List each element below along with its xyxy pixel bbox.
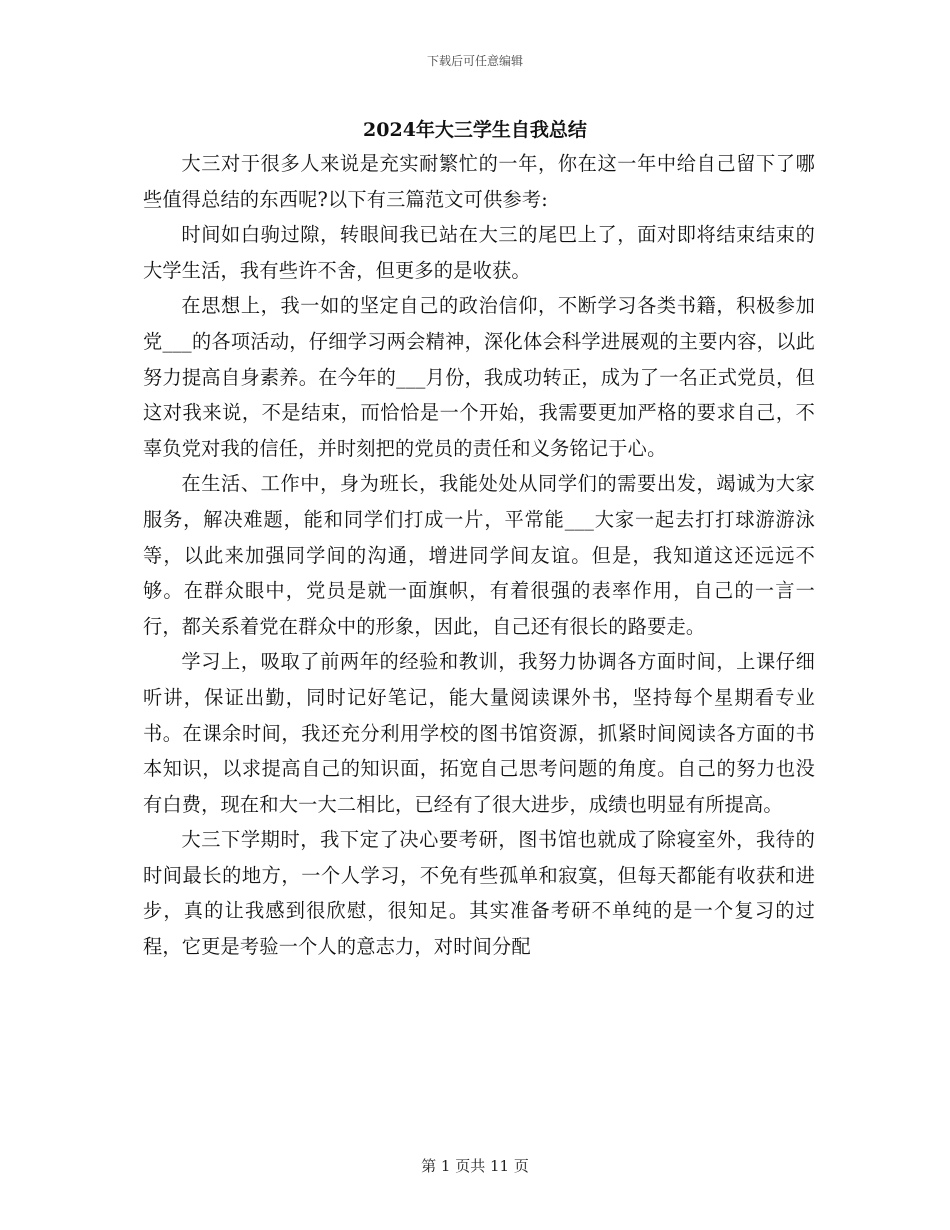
page-header-note: 下载后可任意编辑 [426,54,523,68]
paragraph-life-work: 在生活、工作中，身为班长，我能处处从同学们的需要出发，竭诚为大家服务，解决难题，能和同学们打成一片，平常能___大家一起去打打球游游泳等，以此来加强同学间的沟通，增进同学间友谊。但是，我知道这还远远不够。在群众眼中，党员是就一面旗帜，有着很强的表率作用，自己的一言一行，都关系着党在群众中的形象，因此，自己还有很长的路要走。 [143,472,815,638]
paragraph-thought: 在思想上，我一如的坚定自己的政治信仰，不断学习各类书籍，积极参加党___的各项活动，仔细学习两会精神，深化体会科学进展观的主要内容，以此努力提高自身素养。在今年的___月份，我成功转正，成为了一名正式党员，但这对我来说，不是结束，而恰恰是一个开始，我需要更加严格的要求自己，不辜负党对我的信任，并时刻把的党员的责任和义务铭记于心。 [143,294,815,460]
page-number-footer: 第 1 页共 11 页 [421,1157,529,1175]
paragraph-time: 时间如白驹过隙，转眼间我已站在大三的尾巴上了，面对即将结束结束的大学生活，我有些许不舍，但更多的是收获。 [143,223,815,282]
paragraph-intro: 大三对于很多人来说是充实耐繁忙的一年，你在这一年中给自己留下了哪些值得总结的东西呢?以下有三篇范文可供参考: [143,152,815,211]
document-body [143,146,815,965]
paragraph-study: 学习上，吸取了前两年的经验和教训，我努力协调各方面时间，上课仔细听讲，保证出勤，同时记好笔记，能大量阅读课外书，坚持每个星期看专业书。在课余时间，我还充分利用学校的图书馆资源，抓紧时间阅读各方面的书本知识，以求提高自己的知识面，拓宽自己思考问题的角度。自己的努力也没有白费，现在和大一大二相比，已经有了很大进步，成绩也明显有所提高。 [143,650,815,816]
document-title: 2024年大三学生自我总结 [363,119,587,141]
paragraph-exam-prep: 大三下学期时，我下定了决心要考研，图书馆也就成了除寝室外，我待的时间最长的地方，一个人学习，不免有些孤单和寂寞，但每天都能有收获和进步，真的让我感到很欣慰，很知足。其实准备考研不单纯的是一个复习的过程，它更是考验一个人的意志力，对时间分配 [143,828,815,959]
